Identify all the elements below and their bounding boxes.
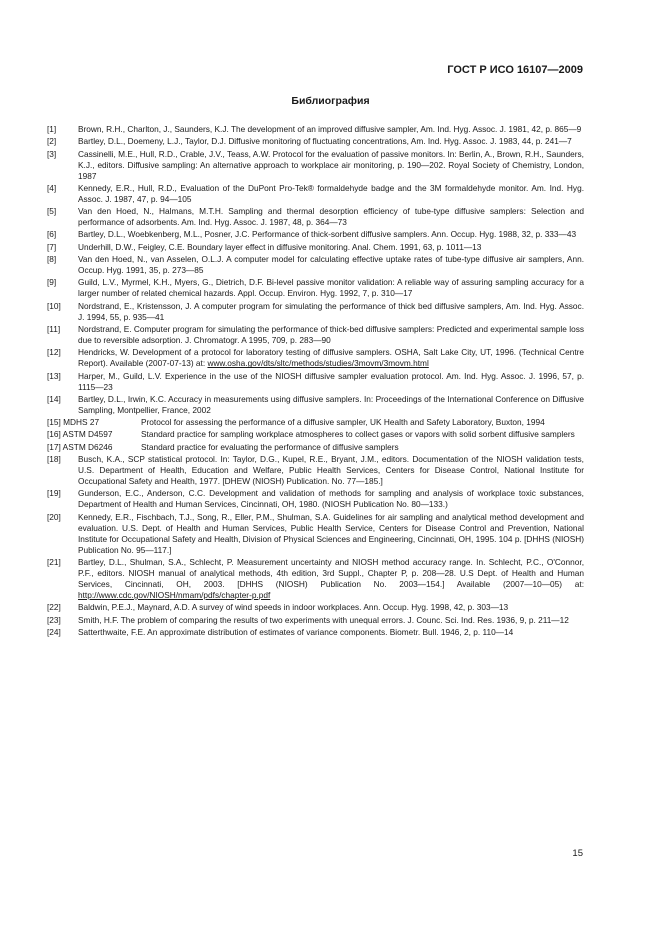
reference-body: Cassinelli, M.E., Hull, R.D., Crable, J.V., Teass, A.W. Protocol for the evaluation of passive monitors. In: Berlin, A., Brown, R.H., Saunders, K.J., editors. Diffusive sampling: An alternative approach to workplace air monitoring, p. 190—202. Royal Society of Chemistry, London, 1987	[78, 148, 584, 181]
reference-body: Kennedy, E.R., Hull, R.D., Evaluation of the DuPont Pro-Tek® formaldehyde badge and the 3M formaldehyde monitor. Am. Ind. Hyg. Assoc. J. 1987, 47, p. 94—105	[78, 182, 584, 204]
reference-item	[47, 183, 584, 205]
reference-body: Nordstrand, E. Computer program for simulating the performance of thick-bed diffusive samplers: Predicted and experimental sample loss due to reversible adsorption. J. Chromatogr. A 1995, 709, p. 283—90	[78, 323, 584, 345]
reference-item	[47, 301, 584, 323]
reference-number: [15] MDHS 27	[47, 417, 100, 428]
reference-body: Brown, R.H., Charlton, J., Saunders, K.J. The development of an improved diffusive sampler, Am. Ind. Hyg. Assoc. J. 1981, 42, p. 865—9	[78, 124, 582, 134]
reference-number: [8]	[47, 254, 57, 265]
reference-item	[47, 615, 584, 626]
reference-item	[47, 557, 584, 601]
reference-text	[141, 417, 584, 428]
reference-list	[47, 124, 584, 639]
reference-item	[47, 124, 584, 135]
bibliography-title: Библиография	[291, 95, 370, 107]
standard-code: ГОСТ Р ИСО 16107—2009	[447, 64, 583, 76]
reference-item	[47, 417, 584, 428]
reference-text	[78, 229, 584, 240]
reference-number: [23]	[47, 614, 61, 625]
reference-text	[78, 301, 584, 323]
reference-item	[47, 512, 584, 556]
reference-link[interactable]: http://www.cdc.gov/NIOSH/nmam/pdfs/chapter-p.pdf	[78, 589, 271, 600]
reference-body: Bartley, D.L., Irwin, K.C. Accuracy in measurements using diffusive samplers. In: Proceedings of the International Conference on Diffusive Sampling, Montpellier, France, 2002	[78, 393, 584, 415]
reference-text	[78, 183, 584, 205]
reference-number: [10]	[47, 300, 61, 311]
page-number: 15	[572, 848, 583, 859]
reference-item	[47, 136, 584, 147]
reference-item	[47, 442, 584, 453]
reference-body: Baldwin, P.E.J., Maynard, A.D. A survey of wind speeds in indoor workplaces. Ann. Occup. Hyg. 1998, 42, p. 303—13	[78, 602, 509, 613]
reference-number: [13]	[47, 370, 61, 381]
reference-body: Underhill, D.W., Feigley, C.E. Boundary layer effect in diffusive monitoring. Anal. Chem. 1991, 63, p. 1011—13	[78, 241, 482, 252]
reference-number: [3]	[47, 148, 57, 159]
reference-body: Standard practice for evaluating the performance of diffusive samplers	[141, 441, 399, 452]
reference-number: [12]	[47, 347, 61, 358]
reference-text	[78, 512, 584, 556]
reference-number: [1]	[47, 124, 57, 134]
reference-number: [18]	[47, 454, 61, 465]
reference-body: Bartley, D.L., Shulman, S.A., Schlecht, P. Measurement uncertainty and NIOSH method accuracy range. In. Schlecht, P.C., O'Connor, P.F., editors. NIOSH manual of analytical methods, 4th edition, 3rd Suppl., Chapter P, p. 208—28. U.S Dept. of Health and Human Services, Cincinnati, OH, 2003. [DHHS (NIOSH) Publication No. 2003—154.] Available (2007—10—05) at:	[78, 556, 584, 589]
reference-item	[47, 371, 584, 393]
reference-item	[47, 627, 584, 638]
reference-text	[78, 371, 584, 393]
reference-item	[47, 149, 584, 182]
reference-body: Protocol for assessing the performance of a diffusive sampler, UK Health and Safety Laboratory, Buxton, 1994	[141, 417, 545, 428]
reference-body: Busch, K.A., SCP statistical protocol. In: Taylor, D.G., Kupel, R.E., Bryant, J.M., editors. Documentation of the NIOSH validation tests, U.S. Department of Health, Education and Welfare, Public Health Services, Centers for Disease Control, National Institute for Occupational Safety and Health, 1977. [DHEW (NIOSH) Publication. No. 77—185.]	[78, 454, 584, 487]
reference-body: Van den Hoed, N., Halmans, M.T.H. Sampling and thermal desorption efficiency of tube-type diffusive samplers: Selection and performance of adsorbents. Am. Ind. Hyg. Assoc. J. 1987, 48, p. 364—73	[78, 206, 584, 228]
reference-body: Harper, M., Guild, L.V. Experience in the use of the NIOSH diffusive sampler evaluation protocol. Am. Ind. Hyg. Assoc. J. 1996, 57, p. 1115—23	[78, 370, 584, 392]
reference-item	[47, 602, 584, 613]
reference-item	[47, 429, 584, 440]
reference-text	[78, 324, 584, 346]
reference-number: [9]	[47, 277, 57, 288]
reference-body: Gunderson, E.C., Anderson, C.C. Development and validation of methods for sampling and analysis of workplace toxic substances, Department of Health and Human Services, Cincinnati, OH, 1980. (NIOSH Publication No. 80—133.)	[78, 488, 584, 510]
reference-item	[47, 206, 584, 228]
reference-number: [20]	[47, 511, 61, 522]
reference-number: [16] ASTM D4597	[47, 429, 113, 440]
reference-number: [6]	[47, 229, 57, 240]
reference-number: [14]	[47, 393, 61, 404]
reference-text	[78, 206, 584, 228]
reference-body: Kennedy, E.R., Fischbach, T.J., Song, R., Eller, P.M., Shulman, S.A. Guidelines for air sampling and analytical method development and evaluation. U.S. Dept. of Health and Human Services, Public Health Service, Centers for Disease Control and Prevention, National Institute for Occupational Safety and Health, Division of Physical Sciences and Engineering, Cincinnati, OH, 1995. 104 p. [DHHS (NIOSH) Publication No. 95—117.]	[78, 511, 584, 555]
reference-number: [19]	[47, 488, 61, 499]
reference-body: Satterthwaite, F.E. An approximate distribution of estimates of variance components. Biometr. Bull. 1946, 2, p. 110—14	[78, 626, 514, 637]
reference-item	[47, 394, 584, 416]
reference-text	[78, 149, 584, 182]
reference-item	[47, 347, 584, 369]
reference-item	[47, 277, 584, 299]
reference-text	[78, 242, 584, 253]
reference-body: Bartley, D.L., Woebkenberg, M.L., Posner, J.C. Performance of thick-sorbent diffusive samplers. Ann. Occup. Hyg. 1988, 32, p. 333—43	[78, 229, 577, 240]
reference-number: [5]	[47, 206, 57, 217]
reference-item	[47, 488, 584, 510]
reference-text	[78, 254, 584, 276]
reference-text	[78, 347, 584, 369]
reference-number: [24]	[47, 626, 61, 637]
reference-text	[141, 442, 584, 453]
reference-text	[78, 136, 584, 147]
reference-text	[78, 124, 584, 135]
reference-number: [7]	[47, 241, 57, 252]
reference-body: Hendricks, W. Development of a protocol for laboratory testing of diffusive samplers. OSHA, Salt Lake City, UT, 1996. (Technical Centre Report). Available (2007-07-13) at:	[78, 347, 584, 369]
reference-item	[47, 229, 584, 240]
reference-item	[47, 242, 584, 253]
reference-text	[78, 615, 584, 626]
reference-body: Nordstrand, E., Kristensson, J. A computer program for simulating the performance of thick bed diffusive samplers, Am. Ind. Hyg. Assoc. J. 1994, 55, p. 935—41	[78, 300, 584, 322]
reference-body: Smith, H.F. The problem of comparing the results of two experiments with unequal errors. J. Counc. Sci. Ind. Res. 1936, 9, p. 211—12	[78, 614, 569, 625]
reference-item	[47, 324, 584, 346]
reference-body: Van den Hoed, N., van Asselen, O.L.J. A computer model for calculating effective uptake rates of tube-type diffusive air samplers, Ann. Occup. Hyg. 1991, 35, p. 273—85	[78, 254, 584, 276]
reference-text	[78, 454, 584, 487]
reference-text	[78, 602, 584, 613]
reference-link[interactable]: www.osha.gov/dts/sltc/methods/studies/3movm/3movm.html	[207, 358, 429, 369]
reference-body: Standard practice for sampling workplace atmospheres to collect gases or vapors with solid sorbent diffusive samplers	[141, 429, 575, 440]
reference-text	[78, 488, 584, 510]
reference-text	[78, 557, 584, 601]
reference-text	[141, 429, 584, 440]
reference-number: [17] ASTM D6246	[47, 441, 113, 452]
reference-number: [11]	[47, 323, 61, 334]
reference-item	[47, 454, 584, 487]
reference-body: Bartley, D.L., Doemeny, L.J., Taylor, D.J. Diffusive monitoring of fluctuating concentrations, Am. Ind. Hyg. Assoc. J. 1983, 44, p. 241—7	[78, 136, 572, 147]
reference-text	[78, 627, 584, 638]
reference-text	[78, 277, 584, 299]
reference-number: [4]	[47, 182, 57, 193]
reference-text	[78, 394, 584, 416]
reference-number: [22]	[47, 602, 61, 613]
reference-number: [21]	[47, 556, 61, 567]
reference-item	[47, 254, 584, 276]
reference-number: [2]	[47, 136, 57, 147]
reference-body: Guild, L.V., Myrmel, K.H., Myers, G., Dietrich, D.F. Bi-level passive monitor validation: A reliable way of assuring sampling accuracy for a larger number of related chemical hazards. Appl. Occup. Environ. Hyg. 1992, 7, p. 310—17	[78, 277, 584, 299]
